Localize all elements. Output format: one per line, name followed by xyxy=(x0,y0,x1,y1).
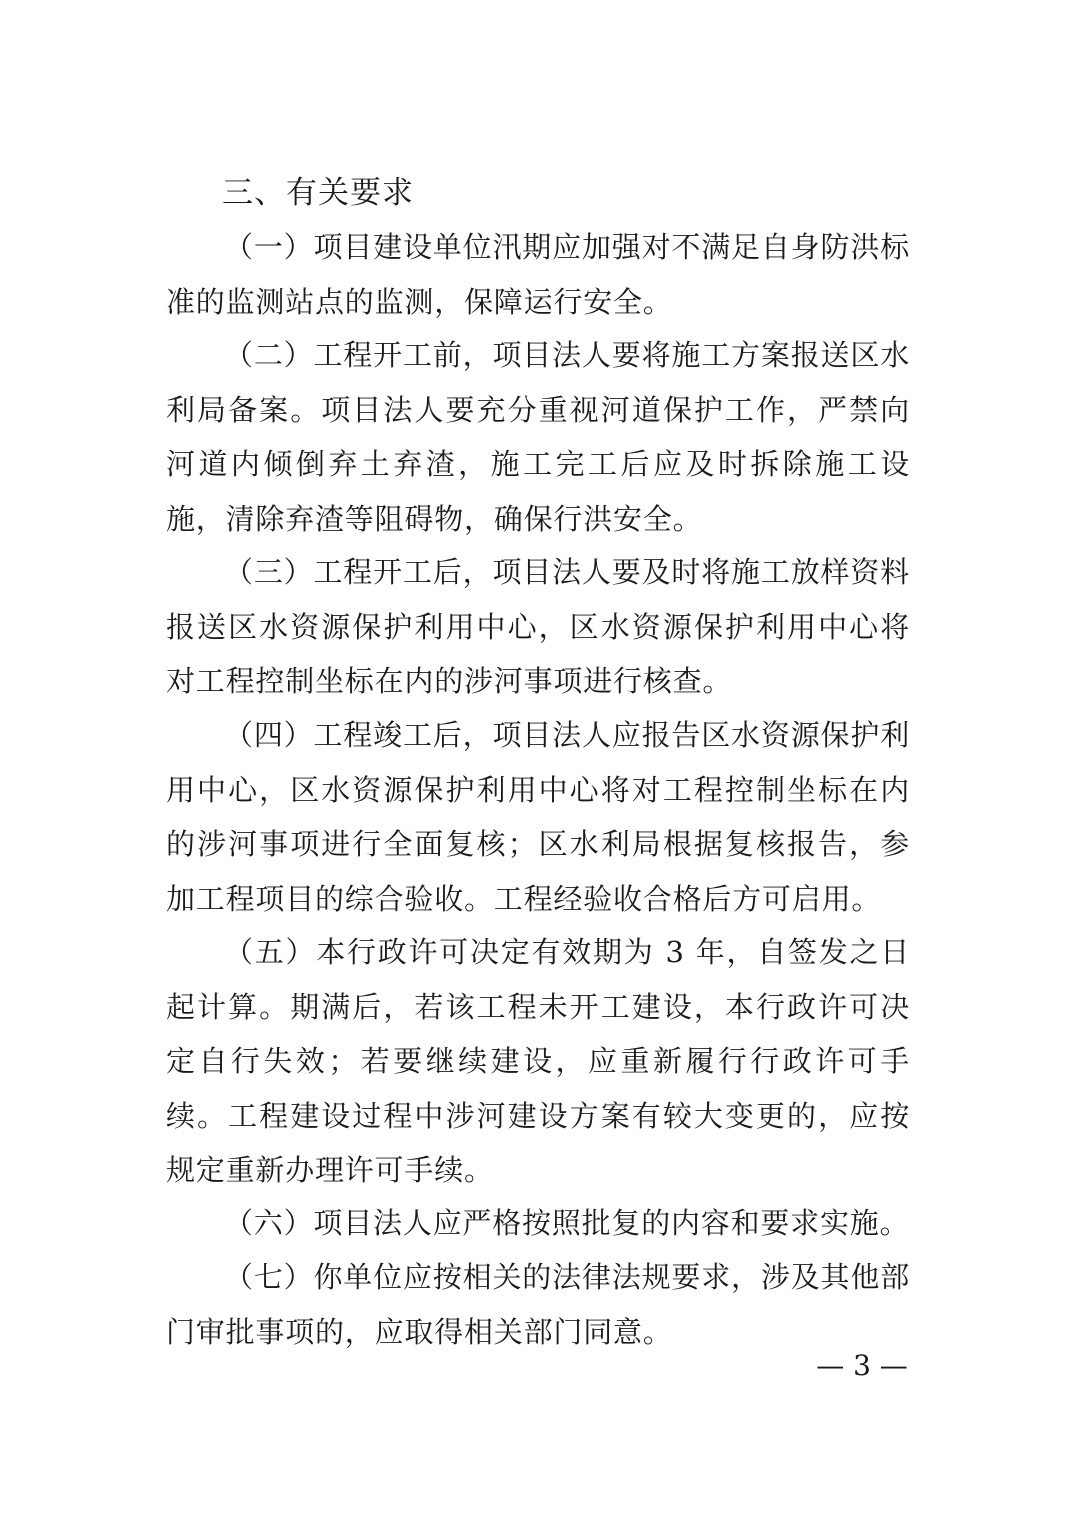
section-heading: 三、有关要求 xyxy=(222,175,414,211)
requirement-item-1: （一）项目建设单位汛期应加强对不满足自身防洪标准的监测站点的监测，保障运行安全。 xyxy=(166,230,910,319)
requirement-item-6: （六）项目法人应严格按照批复的内容和要求实施。 xyxy=(224,1206,910,1240)
requirement-item-5: （五）本行政许可决定有效期为 3 年，自签发之日起计算。期满后，若该工程未开工建设，本行政许可决定自行失效；若要继续建设，应重新履行行政许可手续。工程建设过程中涉河建设方案有较大变更的，应按规定重新办理许可手续。 xyxy=(166,935,910,1187)
requirement-item-4: （四）工程竣工后，项目法人应报告区水资源保护利用中心，区水资源保护利用中心将对工程控制坐标在内的涉河事项进行全面复核；区水利局根据复核报告，参加工程项目的综合验收。工程经验收合格后方可启用。 xyxy=(166,718,910,916)
requirement-item-2: （二）工程开工前，项目法人要将施工方案报送区水利局备案。项目法人要充分重视河道保护工作，严禁向河道内倾倒弃土弃渣，施工完工后应及时拆除施工设施，清除弃渣等阻碍物，确保行洪安全。 xyxy=(166,338,910,536)
requirement-item-3: （三）工程开工后，项目法人要及时将施工放样资料报送区水资源保护利用中心，区水资源保护利用中心将对工程控制坐标在内的涉河事项进行核查。 xyxy=(166,555,910,698)
page-number: — 3 — xyxy=(816,1349,908,1382)
requirement-item-7: （七）你单位应按相关的法律法规要求，涉及其他部门审批事项的，应取得相关部门同意。 xyxy=(166,1260,910,1349)
